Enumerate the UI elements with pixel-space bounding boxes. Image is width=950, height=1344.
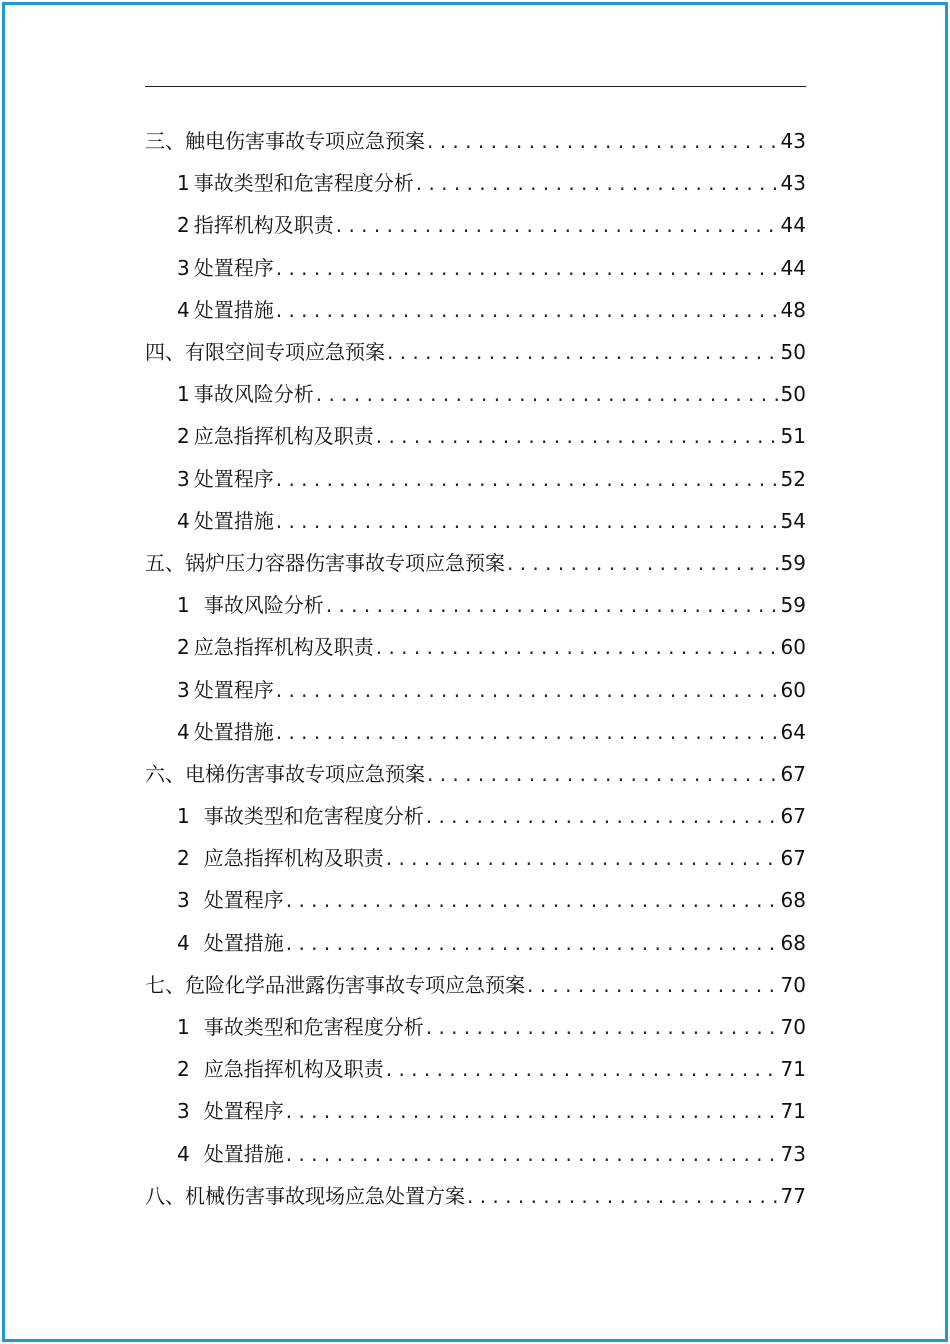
toc-entry-number: 4 (177, 508, 190, 533)
toc-entry-title: 处置程序 (203, 888, 284, 913)
toc-page-number: 64 (780, 719, 806, 744)
toc-page-number: 60 (780, 635, 806, 660)
toc-entry-title: 事故风险分析 (203, 593, 324, 618)
dot-leader (276, 289, 779, 331)
dot-leader (427, 753, 779, 795)
toc-subsection[interactable] (145, 204, 806, 246)
toc-entry-title: 事故风险分析 (193, 382, 314, 407)
toc-entry-title: 处置措施 (193, 719, 274, 744)
toc-entry-title: 处置程序 (193, 677, 274, 702)
toc-page-number: 59 (780, 593, 806, 618)
toc-page-number: 52 (780, 466, 806, 491)
dot-leader (416, 162, 779, 204)
dot-leader (276, 458, 779, 500)
toc-entry-title: 四、有限空间专项应急预案 (145, 340, 385, 365)
toc-page-number: 43 (780, 129, 806, 154)
toc-page-number: 54 (780, 508, 806, 533)
toc-page-number: 68 (780, 930, 806, 955)
toc-subsection[interactable] (145, 1090, 806, 1132)
toc-entry-number: 3 (177, 466, 190, 491)
toc-entry-number: 4 (177, 719, 190, 744)
toc-subsection[interactable] (145, 415, 806, 457)
toc-subsection[interactable] (145, 922, 806, 964)
dot-leader (286, 1090, 779, 1132)
toc-entry-number: 1 (177, 382, 190, 407)
toc-subsection[interactable] (145, 373, 806, 415)
toc-subsection[interactable] (145, 879, 806, 921)
dot-leader (276, 500, 779, 542)
toc-entry-title: 事故类型和危害程度分析 (203, 804, 424, 829)
toc-page-number: 67 (780, 804, 806, 829)
toc-entry-number: 3 (177, 888, 190, 913)
toc-section-5[interactable] (145, 542, 806, 584)
toc-section-6[interactable] (145, 753, 806, 795)
toc-entry-title: 应急指挥机构及职责 (193, 424, 374, 449)
toc-subsection[interactable] (145, 289, 806, 331)
toc-subsection[interactable] (145, 626, 806, 668)
header-rule (145, 86, 806, 87)
dot-leader (426, 795, 779, 837)
toc-entry-number: 4 (177, 297, 190, 322)
toc-page-number: 71 (780, 1099, 806, 1124)
toc-entry-title: 处置措施 (193, 508, 274, 533)
toc-entry-title: 应急指挥机构及职责 (193, 635, 374, 660)
toc-page-number: 44 (780, 255, 806, 280)
toc-entry-title: 处置措施 (193, 297, 274, 322)
toc-page-number: 50 (780, 340, 806, 365)
dot-leader (326, 584, 779, 626)
dot-leader (467, 1175, 779, 1217)
toc-page-number: 71 (780, 1057, 806, 1082)
toc-entry-number: 1 (177, 1015, 190, 1040)
toc-entry-number: 4 (177, 930, 190, 955)
toc-subsection[interactable] (145, 668, 806, 710)
toc-subsection[interactable] (145, 162, 806, 204)
toc-section-7[interactable] (145, 964, 806, 1006)
toc-entry-title: 八、机械伤害事故现场应急处置方案 (145, 1183, 465, 1208)
toc-entry-number: 1 (177, 593, 190, 618)
dot-leader (336, 204, 779, 246)
toc-page-number: 70 (780, 972, 806, 997)
dot-leader (507, 542, 779, 584)
toc-page-number: 77 (780, 1183, 806, 1208)
toc-subsection[interactable] (145, 795, 806, 837)
toc-page-number: 70 (780, 1015, 806, 1040)
toc-page-number: 68 (780, 888, 806, 913)
dot-leader (386, 837, 779, 879)
dot-leader (286, 922, 779, 964)
toc-page-number: 50 (780, 382, 806, 407)
toc-subsection[interactable] (145, 247, 806, 289)
dot-leader (286, 879, 779, 921)
toc-page-number: 44 (780, 213, 806, 238)
toc-subsection[interactable] (145, 711, 806, 753)
dot-leader (376, 415, 779, 457)
toc-entry-number: 1 (177, 171, 190, 196)
toc-page-number: 60 (780, 677, 806, 702)
toc-section-3[interactable] (145, 120, 806, 162)
dot-leader (276, 669, 779, 711)
toc-entry-title: 处置措施 (203, 1141, 284, 1166)
dot-leader (276, 711, 779, 753)
dot-leader (316, 373, 779, 415)
toc-entry-title: 指挥机构及职责 (193, 213, 334, 238)
table-of-contents (145, 120, 806, 1217)
toc-entry-title: 应急指挥机构及职责 (203, 846, 384, 871)
toc-entry-number: 4 (177, 1141, 190, 1166)
toc-entry-title: 处置程序 (203, 1099, 284, 1124)
toc-entry-number: 1 (177, 804, 190, 829)
toc-section-8[interactable] (145, 1175, 806, 1217)
toc-entry-number: 2 (177, 1057, 190, 1082)
toc-page-number: 73 (780, 1141, 806, 1166)
toc-entry-title: 三、触电伤害事故专项应急预案 (145, 129, 425, 154)
toc-subsection[interactable] (145, 458, 806, 500)
toc-entry-number: 3 (177, 255, 190, 280)
toc-page-number: 59 (780, 550, 806, 575)
toc-entry-number: 2 (177, 635, 190, 660)
toc-subsection[interactable] (145, 584, 806, 626)
toc-entry-title: 七、危险化学品泄露伤害事故专项应急预案 (145, 972, 525, 997)
toc-entry-title: 应急指挥机构及职责 (203, 1057, 384, 1082)
toc-page-number: 67 (780, 761, 806, 786)
toc-subsection[interactable] (145, 1048, 806, 1090)
dot-leader (286, 1133, 779, 1175)
toc-entry-title: 处置程序 (193, 466, 274, 491)
toc-entry-number: 2 (177, 424, 190, 449)
toc-entry-number: 2 (177, 846, 190, 871)
toc-subsection[interactable] (145, 1006, 806, 1048)
dot-leader (387, 331, 779, 373)
toc-entry-title: 处置程序 (193, 255, 274, 280)
dot-leader (426, 1006, 779, 1048)
toc-page-number: 51 (780, 424, 806, 449)
dot-leader (276, 247, 779, 289)
toc-entry-number: 3 (177, 1099, 190, 1124)
toc-entry-title: 六、电梯伤害事故专项应急预案 (145, 761, 425, 786)
toc-subsection[interactable] (145, 1133, 806, 1175)
toc-entry-number: 3 (177, 677, 190, 702)
dot-leader (386, 1048, 779, 1090)
dot-leader (427, 120, 779, 162)
toc-subsection[interactable] (145, 500, 806, 542)
toc-entry-title: 处置措施 (203, 930, 284, 955)
toc-entry-title: 事故类型和危害程度分析 (193, 171, 414, 196)
toc-subsection[interactable] (145, 837, 806, 879)
toc-entry-number: 2 (177, 213, 190, 238)
toc-page-number: 67 (780, 846, 806, 871)
toc-entry-title: 五、锅炉压力容器伤害事故专项应急预案 (145, 550, 505, 575)
toc-section-4[interactable] (145, 331, 806, 373)
toc-entry-title: 事故类型和危害程度分析 (203, 1015, 424, 1040)
toc-page-number: 43 (780, 171, 806, 196)
dot-leader (376, 626, 779, 668)
dot-leader (527, 964, 779, 1006)
toc-page-number: 48 (780, 297, 806, 322)
